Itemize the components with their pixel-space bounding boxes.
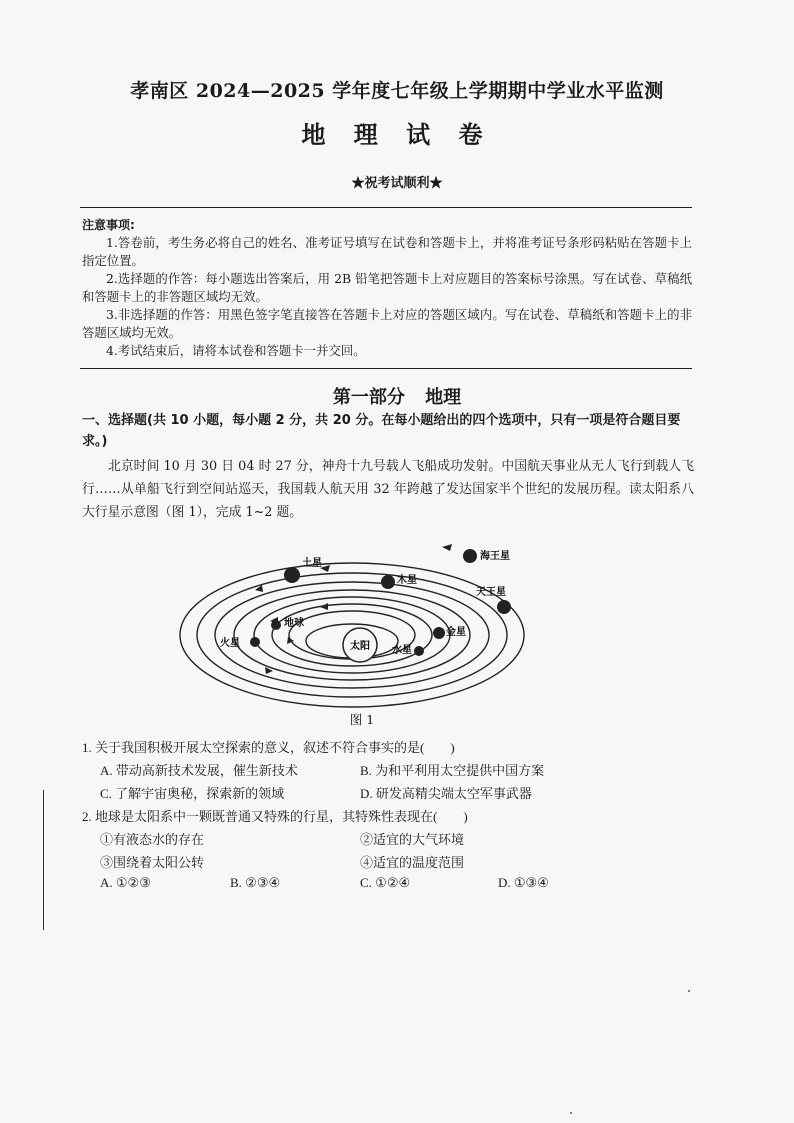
earth-label: 地球 [284,618,304,629]
figure-caption: 图 1 [349,712,375,727]
saturn-label: 土星 [302,558,322,569]
scan-margin-line [43,790,44,930]
exam-header-title: 孝南区 2024—2025 学年度七年级上学期期中学业水平监测 [130,80,664,102]
q2-option-c: C. ①②④ [360,875,411,890]
note-item: 1.答卷前，考生务必将自己的姓名、准考证号填写在试卷和答题卡上，并将准考证号条形码粘贴在答题卡上指定位置。 [82,235,692,268]
uranus-icon [497,600,511,614]
mars-label: 火星 [220,638,240,649]
reading-passage: 北京时间 10 月 30 日 04 时 27 分，神舟十九号载人飞船成功发射。中国航天事业从无人飞行到载人飞行……从单船飞行到空间站巡天，我国载人航天用 32 年跨越了发达国家半个世纪的发展历程。读太阳系八大行星示意图（图 1），完成 1~2 题。 [82,459,694,520]
note-item: 2.选择题的作答：每小题选出答案后，用 2B 铅笔把答题卡上对应题目的答案标号涂黑。写在试卷、草稿纸和答题卡上的非答题区域均无效。 [82,271,692,304]
earth-icon [271,620,281,630]
neptune-icon [463,549,477,563]
q1-option-d: D. 研发高精尖端太空军事武器 [360,786,532,801]
q1-option-c: C. 了解宇宙奥秘，探索新的领域 [100,786,285,801]
neptune-label: 海王星 [480,551,510,562]
blessing-text: ★祝考试顺利★ [351,176,443,191]
venus-icon [433,627,445,639]
q1-option-b: B. 为和平利用太空提供中国方案 [360,763,545,778]
divider-top [80,207,692,208]
jupiter-icon [381,575,395,589]
venus-label: 金星 [446,627,466,638]
arrow-icon [320,603,328,610]
q2-statement-3: ③围绕着太阳公转 [100,855,205,870]
q2-statement-1: ①有液态水的存在 [100,832,205,847]
mercury-icon [414,646,424,656]
q2-statement-2: ②适宜的大气环境 [360,832,465,847]
divider-notes [80,368,692,369]
solar-system-diagram [170,535,540,710]
part-title: 第一部分 地理 [332,387,462,408]
q2-statement-4: ④适宜的温度范围 [360,855,465,870]
q2-option-d: D. ①③④ [498,875,549,890]
exam-subject-title: 地 理 试 卷 [301,120,493,149]
arrow-icon [442,544,452,551]
notes-heading: 注意事项: [82,218,135,232]
note-item: 4.考试结束后，请将本试卷和答题卡一并交回。 [106,343,366,358]
note-item: 3.非选择题的作答：用黑色签字笔直接答在答题卡上对应的答题区域内。写在试卷、草稿纸和答题卡上的非答题区域均无效。 [82,307,692,340]
notes-block [82,216,692,360]
jupiter-label: 木星 [397,575,417,586]
saturn-icon [284,567,300,583]
uranus-label: 天王星 [476,587,506,598]
sun-label: 太阳 [350,641,370,652]
q2-option-b: B. ②③④ [230,875,281,890]
question-1-stem: 1. 关于我国积极开展太空探索的意义，叙述不符合事实的是( ) [82,740,455,755]
q1-option-a: A. 带动高新技术发展，催生新技术 [100,763,298,778]
scan-speck [570,1112,572,1114]
mars-icon [250,637,260,647]
q2-option-a: A. ①②③ [100,875,151,890]
mercury-label: 水星 [392,645,412,656]
scan-speck [688,990,690,992]
section-heading: 一、选择题(共 10 小题，每小题 2 分，共 20 分。在每小题给出的四个选项中，只有一项是符合题目要求。) [82,413,681,449]
question-2-stem: 2. 地球是太阳系中一颗既普通又特殊的行星，其特殊性表现在( ) [82,809,468,824]
